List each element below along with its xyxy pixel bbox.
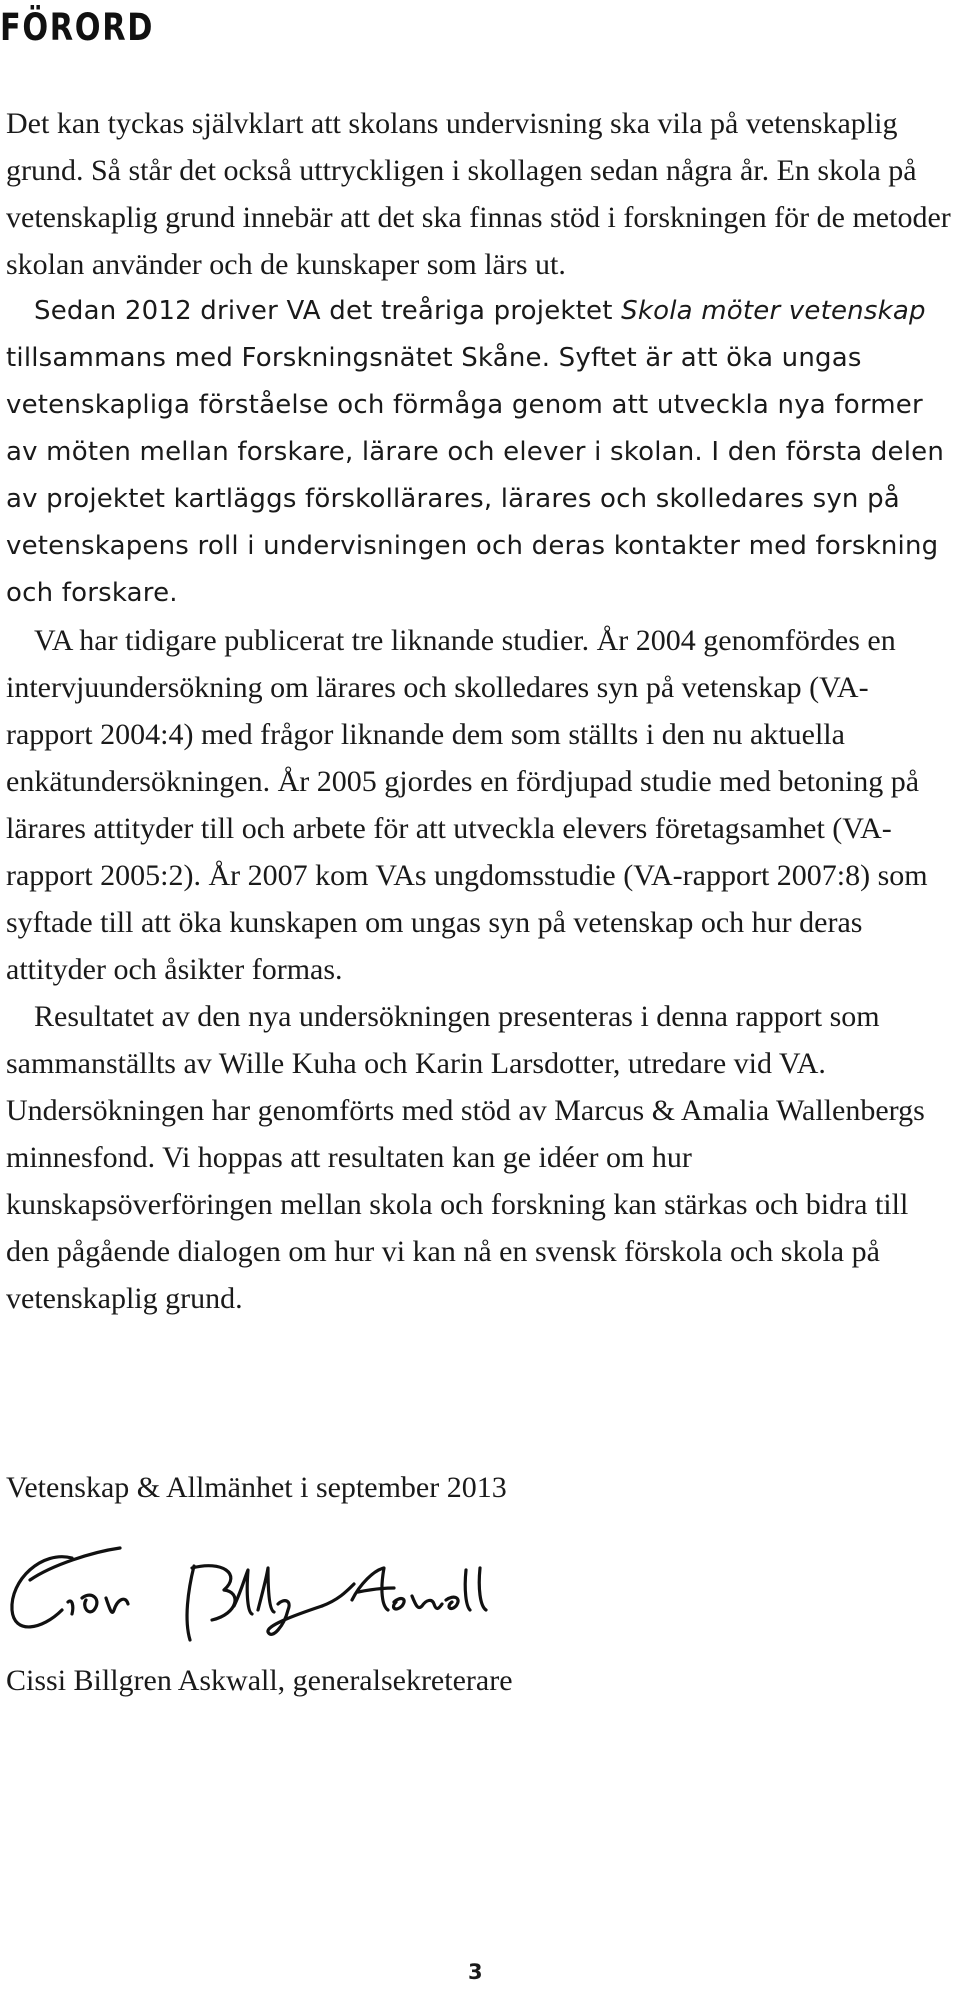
- project-title: Skola möter vetenskap: [621, 296, 926, 326]
- paragraph-4: Resultatet av den nya undersökningen presenteras i denna rapport som sammanställts av Wille Kuha och Karin Larsdotter, utredare vid VA. Undersökningen har genomförts med stöd av Marcus & Amalia Wallenbergs minnesfond. Vi hoppas att resultaten kan ge idéer om hur kunskapsöverföringen mellan skola och forskning kan stärkas och bidra till den pågående dialogen om hur vi kan nå en svensk förskola och skola på vetenskaplig grund.: [6, 1000, 925, 1315]
- signer-name: Cissi Billgren Askwall, generalsekreterare: [6, 1664, 513, 1697]
- foreword-body: [6, 100, 954, 1322]
- paragraph-2: [6, 288, 954, 617]
- page-number: 3: [468, 1960, 483, 1984]
- page-title: FÖRORD: [0, 6, 155, 49]
- paragraph-2-intro: Sedan 2012 driver VA det treåriga projektet: [34, 296, 622, 326]
- signoff-line: Vetenskap & Allmänhet i september 2013: [6, 1471, 507, 1504]
- paragraph-2-rest: tillsammans med Forskningsnätet Skåne. Syftet är att öka ungas vetenskapliga förståelse och förmåga genom att utveckla nya former av möten mellan forskare, lärare och elever i skolan. I den första delen av projektet kartläggs förskollärares, lärares och skolledares syn på vetenskapens roll i undervisningen och deras kontakter med forskning och forskare.: [6, 343, 945, 608]
- signature-image: [2, 1540, 602, 1650]
- paragraph-1: Det kan tyckas självklart att skolans undervisning ska vila på vetenskaplig grund. Så står det också uttryckligen i skollagen sedan några år. En skola på vetenskaplig grund innebär att det ska finnas stöd i forskningen för de metoder skolan använder och de kunskaper som lärs ut.: [6, 107, 951, 281]
- paragraph-3: VA har tidigare publicerat tre liknande studier. År 2004 genomfördes en intervjuundersökning om lärares och skolledares syn på vetenskap (VA-rapport 2004:4) med frågor liknande dem som ställts i den nu aktuella enkätundersökningen. År 2005 gjordes en fördjupad studie med betoning på lärares attityder till och arbete för att utveckla elevers företagsamhet (VA-rapport 2005:2). År 2007 kom VAs ungdomsstudie (VA-rapport 2007:8) som syftade till att öka kunskapen om ungas syn på vetenskap och hur deras attityder och åsikter formas.: [6, 624, 928, 986]
